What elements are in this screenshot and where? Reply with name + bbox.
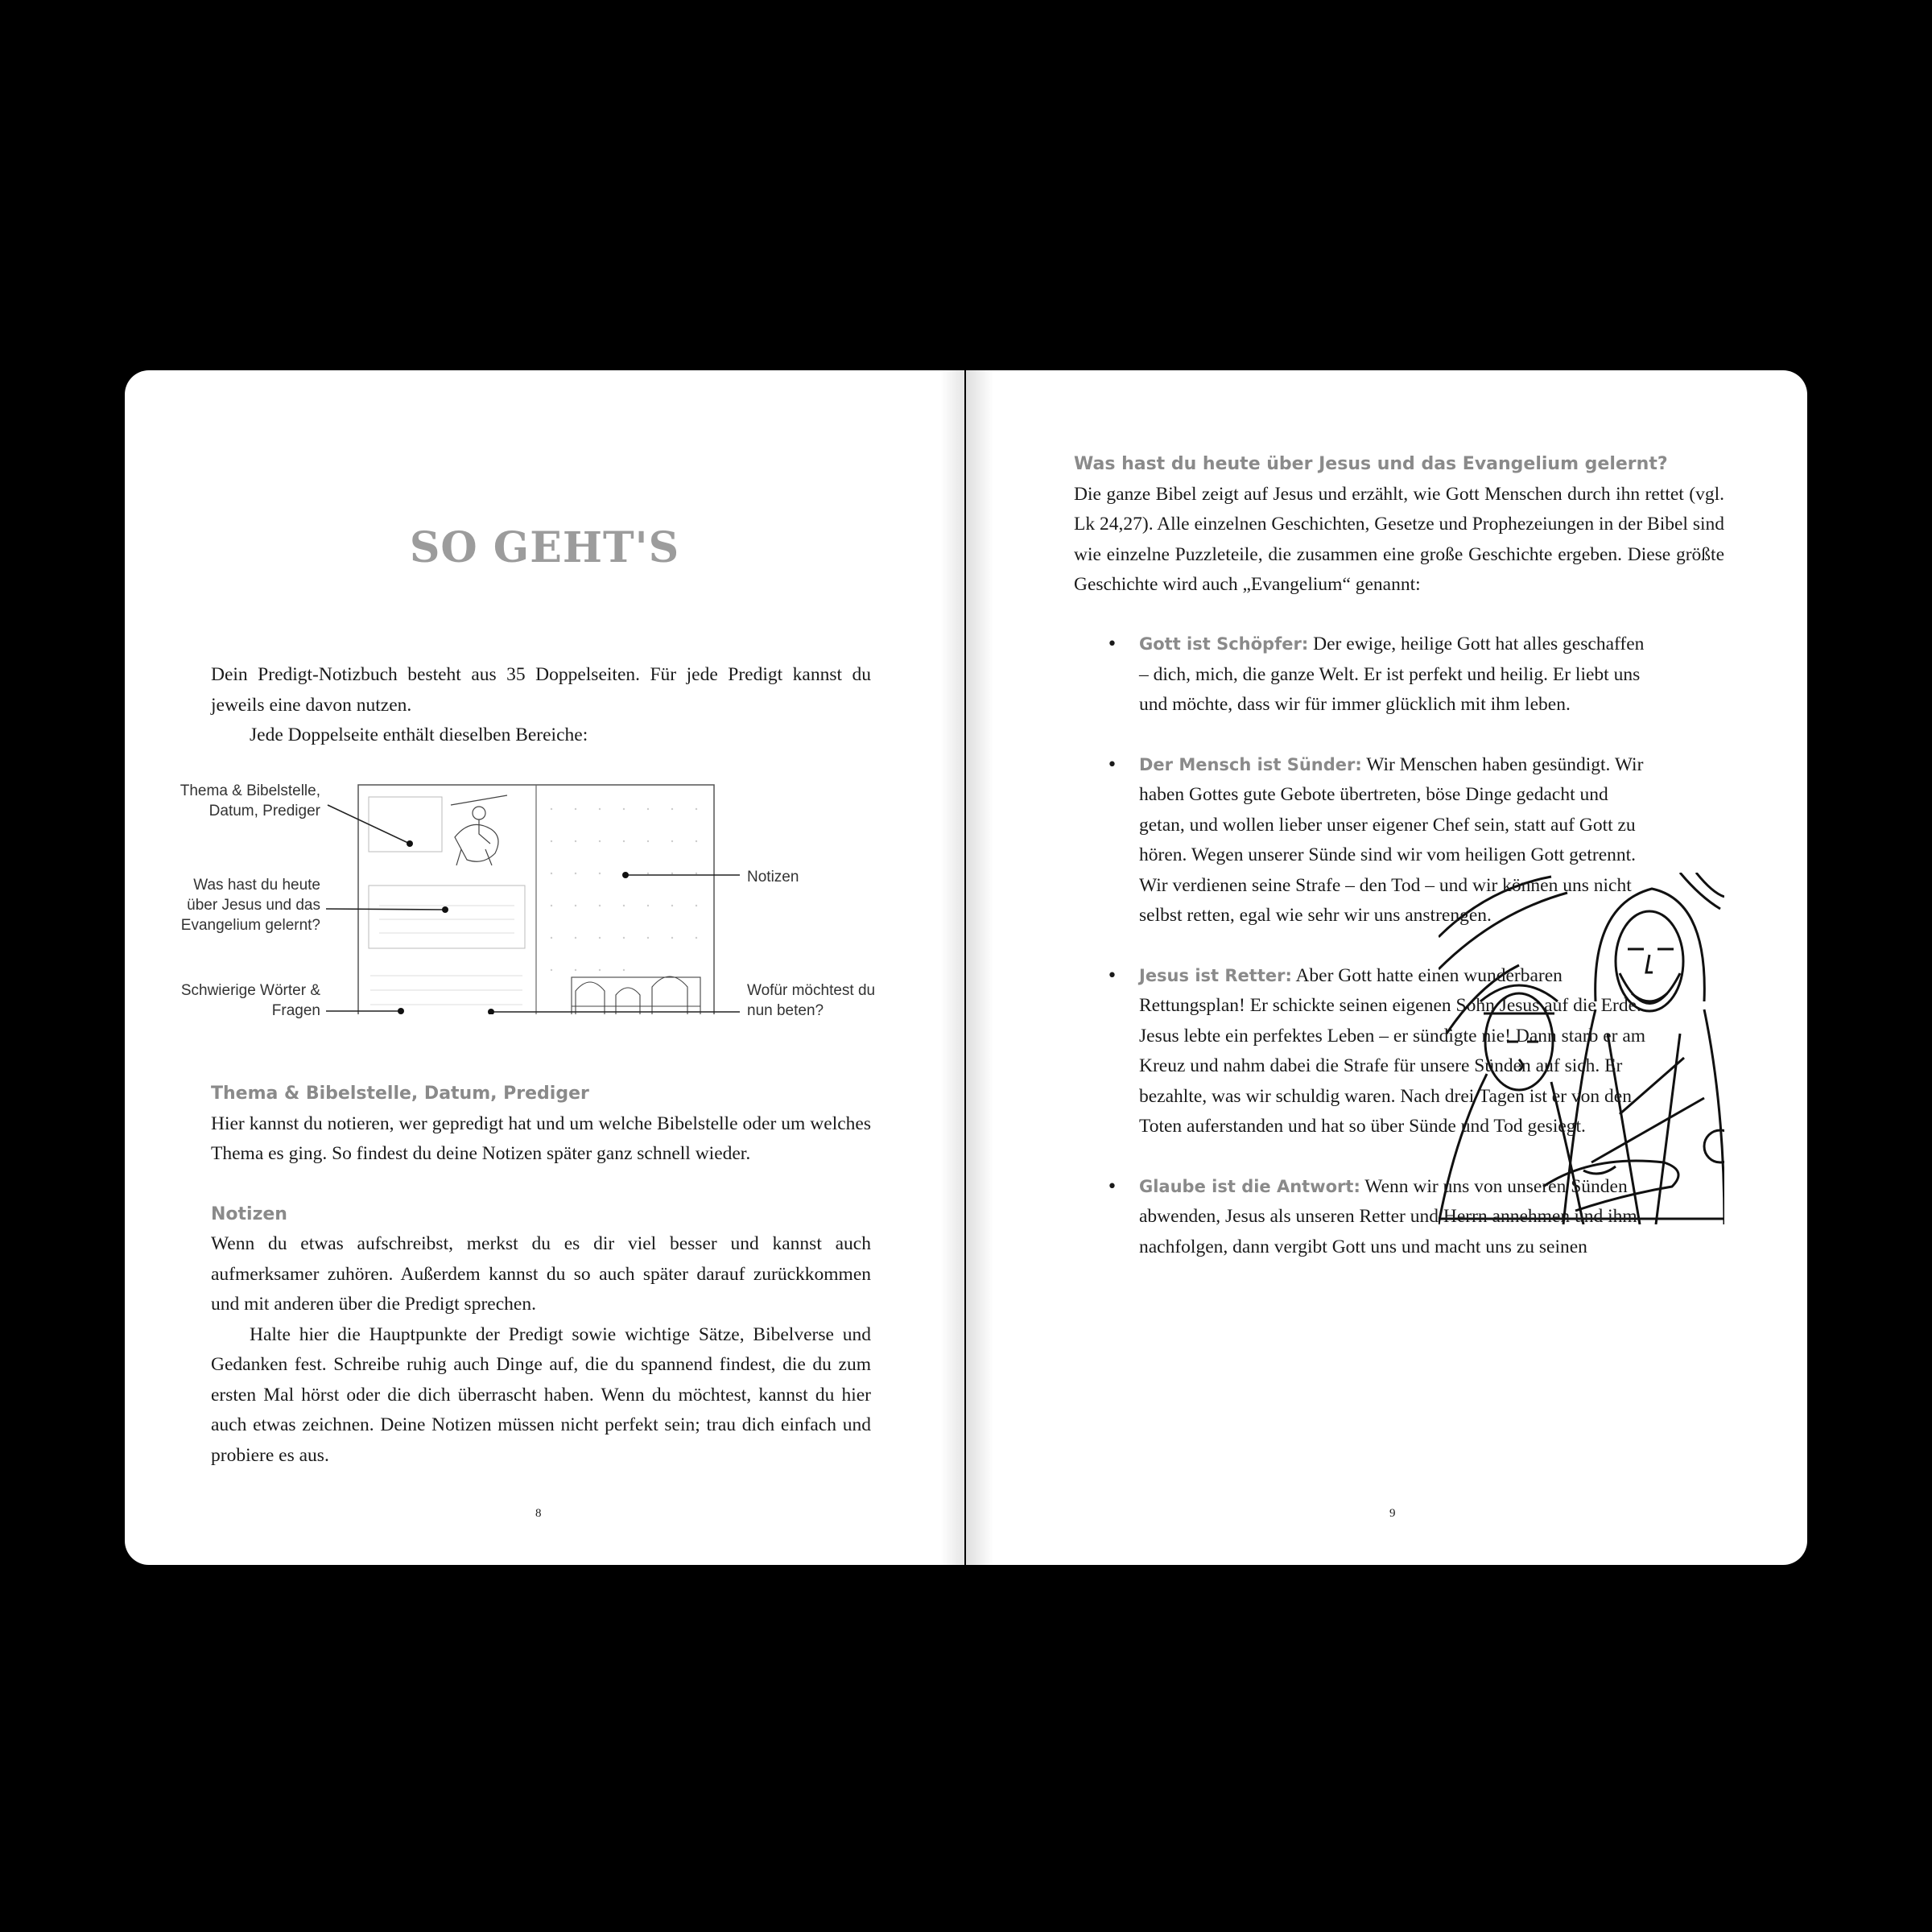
- gospel-intro: Die ganze Bibel zeigt auf Jesus und erzählt, wie Gott Menschen durch ihn rettet (vgl. Lk 24,27). Alle einzelnen Geschichten, Gesetze und Prophezeiungen in der Bibel sind wie einzelne Puzzleteile, die zusammen eine große Geschichte ergeben. Diese größte Geschichte wird auch „Evangelium“ genannt:: [1074, 483, 1724, 595]
- gospel-point: [1107, 1172, 1646, 1263]
- gospel-intro-block: [1074, 449, 1724, 601]
- gospel-point-text: Wir Menschen haben gesündigt. Wir haben Gottes gute Gebote übertreten, böse Dinge gedacht und getan, und wollen lieber unser eigener Chef sein, statt auf Gott zu hören. Wegen unserer Sünde sind wir vom heiligen Gott getrennt. Wir verdienen seine Strafe – den Tod – und wir können uns nicht selbst retten, egal wie sehr wir uns anstrengen.: [1139, 753, 1644, 926]
- gospel-point: [1107, 630, 1646, 720]
- page-number: 9: [1389, 1507, 1396, 1520]
- left-page: [125, 370, 964, 1565]
- intro-block: [211, 660, 871, 751]
- gospel-point-text: Aber Gott hatte einen wunderbaren Rettungsplan! Er schickte seinen eigenen Sohn Jesus auf die Erde. Jesus lebte ein perfektes Leben – er sündigte nie! Dann starb er am Kreuz und nahm dabei die Strafe für unsere Sünden auf sich. Er bezahlte, was wir schuldig waren. Nach drei Tagen ist er von den Toten auferstanden und hat so über Sünde und Tod gesiegt.: [1139, 964, 1646, 1137]
- gospel-point-label: Gott ist Schöpfer:: [1139, 634, 1309, 654]
- section-text-notizen: Wenn du etwas aufschreibst, merkst du es dir viel besser und kannst auch aufmerksamer zuhören. Außerdem kannst du so auch später darauf zurückkommen und mit anderen über die Predigt sprechen.: [211, 1233, 871, 1315]
- intro-paragraph-2: Jede Doppelseite enthält dieselben Bereiche:: [250, 724, 588, 745]
- section-heading-thema: Thema & Bibelstelle, Datum, Prediger: [211, 1084, 589, 1104]
- gospel-points: [1107, 630, 1646, 1262]
- section-heading-notizen: Notizen: [211, 1203, 287, 1224]
- right-page: [966, 370, 1807, 1565]
- gospel-point: [1107, 961, 1646, 1142]
- gospel-heading: Was hast du heute über Jesus und das Evangelium gelernt?: [1074, 454, 1668, 474]
- diagram-drawing: [125, 773, 964, 1014]
- gospel-point-text: Der ewige, heilige Gott hat alles geschaffen – dich, mich, die ganze Welt. Er ist perfekt und heilig. Er liebt uns und möchte, dass wir für immer glücklich mit ihm leben.: [1139, 634, 1645, 715]
- section-text-notizen-2: Halte hier die Hauptpunkte der Predigt sowie wichtige Sätze, Bibelverse und Gedanken fest. Schreibe ruhig auch Dinge auf, die du spannend findest, die du zum ersten Mal hörst oder die dich überrascht haben. Wenn du möchtest, kannst du hier auch etwas zeichnen. Deine Notizen müssen nicht perfekt sein; trau dich einfach und probiere es aus.: [211, 1323, 871, 1466]
- diagram-label-woerter: Schwierige Wörter & Fragen: [180, 982, 320, 1019]
- gospel-point-label: Der Mensch ist Sünder:: [1139, 754, 1362, 774]
- intro-paragraph: Dein Predigt-Notizbuch besteht aus 35 Doppelseiten. Für jede Predigt kannst du jeweils eine davon nutzen.: [211, 664, 871, 716]
- diagram-label-beten: Wofür möchtest du nun beten?: [747, 982, 876, 1019]
- diagram-label-jesus: Was hast du heute über Jesus und das Evangelium gelernt?: [180, 877, 320, 934]
- page-number: 8: [535, 1507, 542, 1520]
- bullet: •: [1107, 1176, 1117, 1197]
- gutter-shadow: [966, 370, 993, 1565]
- gospel-point-label: Glaube ist die Antwort:: [1139, 1176, 1360, 1196]
- section-text-thema: Hier kannst du notieren, wer gepredigt hat und um welche Bibelstelle oder um welches Thema es ging. So findest du deine Notizen später ganz schnell wieder.: [211, 1113, 871, 1164]
- gospel-point-text: Wenn wir uns von unseren Sünden abwenden, Jesus als unseren Retter und Herrn annehmen und ihm nachfolgen, dann vergibt Gott uns und macht uns zu seinen: [1139, 1175, 1637, 1257]
- gospel-point: [1107, 750, 1646, 931]
- bullet: •: [1107, 634, 1117, 654]
- diagram-label-notizen: Notizen: [747, 869, 799, 886]
- diagram-label-thema: Thema & Bibelstelle, Datum, Prediger: [180, 782, 320, 819]
- bullet: •: [1107, 754, 1117, 775]
- page-title: SO GEHT'S: [409, 523, 680, 572]
- gospel-list: [1107, 630, 1646, 1262]
- sections-block: [211, 1079, 871, 1471]
- spread-diagram: [125, 773, 964, 1019]
- gospel-point-label: Jesus ist Retter:: [1139, 965, 1292, 985]
- bullet: •: [1107, 965, 1117, 986]
